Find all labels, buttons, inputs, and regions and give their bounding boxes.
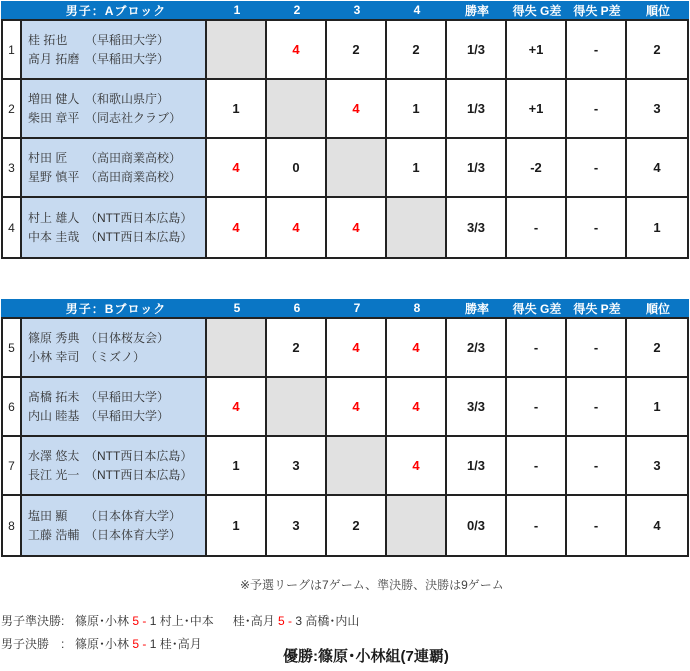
column-header-opponent: 3 bbox=[353, 3, 361, 17]
row-number: 6 bbox=[3, 378, 22, 437]
player-club: （NTT西日本広島） bbox=[85, 448, 193, 463]
point-diff-cell: - bbox=[567, 198, 627, 257]
win-rate-cell: 3/3 bbox=[447, 378, 507, 437]
rank-cell: 4 bbox=[627, 496, 687, 555]
player-line bbox=[28, 209, 192, 228]
player-name: 柴田 章平 bbox=[28, 110, 80, 125]
self-match-cell bbox=[267, 80, 327, 139]
score-cell: 3 bbox=[267, 496, 327, 555]
column-header-stat: 得失 G差 bbox=[512, 301, 562, 316]
player-club: （日本体育大学） bbox=[85, 527, 182, 542]
table-row bbox=[3, 21, 687, 80]
player-name: 中本 圭哉 bbox=[28, 229, 80, 244]
column-header-stat: 順位 bbox=[645, 301, 670, 316]
score-cell: 3 bbox=[267, 437, 327, 496]
column-header-opponent: 8 bbox=[413, 301, 421, 315]
rank-cell: 1 bbox=[627, 198, 687, 257]
self-match-cell bbox=[327, 139, 387, 198]
table-row bbox=[3, 496, 687, 555]
loser-score-and-pair: 1 村上･中本 bbox=[146, 614, 214, 628]
block-title: 男子：Bブロック bbox=[65, 301, 167, 316]
player-club: （ミズノ） bbox=[85, 349, 146, 364]
player-name: 村上 雄人 bbox=[28, 210, 80, 225]
player-line bbox=[28, 329, 169, 348]
row-number: 8 bbox=[3, 496, 22, 555]
player-club: （NTT西日本広島） bbox=[85, 467, 193, 482]
player-line bbox=[28, 50, 169, 69]
result-label: 男子準決勝: bbox=[1, 614, 65, 628]
self-match-cell bbox=[207, 319, 267, 378]
note-text: ※予選リーグは7ゲーム、準決勝、決勝は9ゲーム bbox=[240, 578, 504, 592]
rank-cell: 2 bbox=[627, 319, 687, 378]
winner-pair: 篠原･小林 bbox=[75, 614, 133, 628]
point-diff-cell: - bbox=[567, 496, 627, 555]
player-name: 髙橋 拓未 bbox=[28, 389, 80, 404]
score-cell: 4 bbox=[207, 378, 267, 437]
player-line bbox=[28, 447, 192, 466]
block-title: 男子：Aブロック bbox=[65, 3, 167, 18]
match-result bbox=[75, 614, 214, 628]
self-match-cell bbox=[387, 198, 447, 257]
player-name: 水澤 悠太 bbox=[28, 448, 80, 463]
table-row bbox=[3, 80, 687, 139]
player-name: 内山 睦基 bbox=[28, 408, 80, 423]
loser-score-and-pair: 1 桂･高月 bbox=[146, 637, 202, 651]
player-club: （同志社クラブ） bbox=[85, 110, 182, 125]
player-name: 増田 健人 bbox=[28, 91, 80, 106]
player-line bbox=[28, 507, 181, 526]
players-cell bbox=[22, 496, 207, 555]
player-line bbox=[28, 168, 181, 187]
point-diff-cell: - bbox=[567, 319, 627, 378]
player-name: 髙月 拓磨 bbox=[28, 51, 80, 66]
player-line bbox=[28, 109, 181, 128]
player-club: （早稲田大学） bbox=[85, 32, 170, 47]
point-diff-cell: - bbox=[567, 139, 627, 198]
column-header-opponent: 7 bbox=[353, 301, 361, 315]
score-cell: 1 bbox=[207, 496, 267, 555]
win-rate-cell: 3/3 bbox=[447, 198, 507, 257]
game-diff-cell: - bbox=[507, 319, 567, 378]
player-line bbox=[28, 388, 169, 407]
player-name: 塩田 顯 bbox=[28, 508, 68, 523]
score-cell: 4 bbox=[387, 437, 447, 496]
table-row bbox=[3, 319, 687, 378]
block-b-table bbox=[1, 299, 689, 557]
player-name: 工藤 浩輔 bbox=[28, 527, 80, 542]
players-cell bbox=[22, 80, 207, 139]
player-club: （NTT西日本広島） bbox=[85, 229, 193, 244]
score-cell: 2 bbox=[327, 496, 387, 555]
score-cell: 0 bbox=[267, 139, 327, 198]
score-cell: 1 bbox=[207, 80, 267, 139]
block-a-table bbox=[1, 1, 689, 259]
row-number: 2 bbox=[3, 80, 22, 139]
rank-cell: 2 bbox=[627, 21, 687, 80]
column-header-stat: 勝率 bbox=[464, 301, 489, 316]
player-club: （NTT西日本広島） bbox=[85, 210, 193, 225]
table-row bbox=[3, 437, 687, 496]
player-line bbox=[28, 348, 145, 367]
game-diff-cell: - bbox=[507, 198, 567, 257]
score-cell: 4 bbox=[207, 198, 267, 257]
column-header-opponent: 5 bbox=[233, 301, 241, 315]
player-name: 長江 光一 bbox=[28, 467, 80, 482]
player-club: （日本体育大学） bbox=[85, 508, 182, 523]
winner-pair: 篠原･小林 bbox=[75, 637, 133, 651]
player-line bbox=[28, 228, 192, 247]
win-rate-cell: 1/3 bbox=[447, 437, 507, 496]
score-cell: 2 bbox=[327, 21, 387, 80]
table-row bbox=[3, 139, 687, 198]
score-cell: 1 bbox=[387, 139, 447, 198]
player-name: 星野 慎平 bbox=[28, 169, 80, 184]
score-cell: 4 bbox=[327, 319, 387, 378]
result-label: 男子決勝 : bbox=[1, 637, 65, 651]
table-body bbox=[1, 317, 689, 557]
final-results-line bbox=[1, 635, 221, 652]
column-header-opponent: 1 bbox=[233, 3, 241, 17]
row-number: 1 bbox=[3, 21, 22, 80]
column-header-opponent: 4 bbox=[413, 3, 421, 17]
player-line bbox=[28, 149, 181, 168]
column-header-opponent: 6 bbox=[293, 301, 301, 315]
winner-score: 5 - bbox=[132, 614, 147, 628]
game-diff-cell: - bbox=[507, 437, 567, 496]
match-result bbox=[233, 614, 360, 628]
rank-cell: 4 bbox=[627, 139, 687, 198]
player-line bbox=[28, 31, 169, 50]
rank-cell: 3 bbox=[627, 437, 687, 496]
score-cell: 2 bbox=[387, 21, 447, 80]
table-body bbox=[1, 19, 689, 259]
column-header-stat: 得失 P差 bbox=[573, 3, 621, 18]
players-cell bbox=[22, 378, 207, 437]
win-rate-cell: 1/3 bbox=[447, 21, 507, 80]
game-diff-cell: - bbox=[507, 496, 567, 555]
players-cell bbox=[22, 139, 207, 198]
win-rate-cell: 2/3 bbox=[447, 319, 507, 378]
game-diff-cell: - bbox=[507, 378, 567, 437]
player-club: （高田商業高校） bbox=[85, 169, 182, 184]
row-number: 5 bbox=[3, 319, 22, 378]
players-cell bbox=[22, 21, 207, 80]
win-rate-cell: 1/3 bbox=[447, 80, 507, 139]
player-club: （早稲田大学） bbox=[85, 389, 170, 404]
self-match-cell bbox=[327, 437, 387, 496]
winner-score: 5 - bbox=[132, 637, 147, 651]
table-header bbox=[1, 1, 689, 19]
score-cell: 4 bbox=[267, 21, 327, 80]
column-header-stat: 得失 P差 bbox=[573, 301, 621, 316]
point-diff-cell: - bbox=[567, 437, 627, 496]
player-line bbox=[28, 466, 192, 485]
player-club: （高田商業高校） bbox=[85, 150, 182, 165]
win-rate-cell: 0/3 bbox=[447, 496, 507, 555]
champion-text: 優勝:篠原･小林組(7連覇) bbox=[283, 648, 449, 665]
table-row bbox=[3, 198, 687, 257]
point-diff-cell: - bbox=[567, 21, 627, 80]
match-result bbox=[75, 637, 202, 651]
player-name: 村田 匠 bbox=[28, 150, 68, 165]
self-match-cell bbox=[267, 378, 327, 437]
score-cell: 4 bbox=[327, 80, 387, 139]
player-name: 小林 幸司 bbox=[28, 349, 80, 364]
player-name: 桂 拓也 bbox=[28, 32, 68, 47]
row-number: 3 bbox=[3, 139, 22, 198]
player-club: （和歌山県庁） bbox=[85, 91, 170, 106]
self-match-cell bbox=[207, 21, 267, 80]
player-club: （早稲田大学） bbox=[85, 408, 170, 423]
table-header bbox=[1, 299, 689, 317]
score-cell: 4 bbox=[207, 139, 267, 198]
rank-cell: 1 bbox=[627, 378, 687, 437]
game-diff-cell: +1 bbox=[507, 21, 567, 80]
semifinal-results-line bbox=[1, 612, 378, 629]
game-diff-cell: +1 bbox=[507, 80, 567, 139]
row-number: 4 bbox=[3, 198, 22, 257]
score-cell: 4 bbox=[327, 378, 387, 437]
player-club: （早稲田大学） bbox=[85, 51, 170, 66]
column-header-opponent: 2 bbox=[293, 3, 301, 17]
loser-score-and-pair: 3 高橋･内山 bbox=[292, 614, 360, 628]
score-cell: 4 bbox=[387, 378, 447, 437]
game-diff-cell: -2 bbox=[507, 139, 567, 198]
rank-cell: 3 bbox=[627, 80, 687, 139]
score-cell: 4 bbox=[387, 319, 447, 378]
players-cell bbox=[22, 319, 207, 378]
score-cell: 4 bbox=[267, 198, 327, 257]
column-header-stat: 得失 G差 bbox=[512, 3, 562, 18]
row-number: 7 bbox=[3, 437, 22, 496]
column-header-stat: 順位 bbox=[645, 3, 670, 18]
self-match-cell bbox=[387, 496, 447, 555]
winner-pair: 桂･高月 bbox=[232, 614, 279, 628]
score-cell: 1 bbox=[207, 437, 267, 496]
player-line bbox=[28, 90, 169, 109]
winner-score: 5 - bbox=[278, 614, 293, 628]
table-row bbox=[3, 378, 687, 437]
player-line bbox=[28, 526, 181, 545]
players-cell bbox=[22, 198, 207, 257]
point-diff-cell: - bbox=[567, 80, 627, 139]
score-cell: 4 bbox=[327, 198, 387, 257]
player-line bbox=[28, 407, 169, 426]
player-name: 篠原 秀典 bbox=[28, 330, 80, 345]
score-cell: 1 bbox=[387, 80, 447, 139]
point-diff-cell: - bbox=[567, 378, 627, 437]
players-cell bbox=[22, 437, 207, 496]
column-header-stat: 勝率 bbox=[464, 3, 489, 18]
score-cell: 2 bbox=[267, 319, 327, 378]
win-rate-cell: 1/3 bbox=[447, 139, 507, 198]
player-club: （日体桜友会） bbox=[85, 330, 170, 345]
